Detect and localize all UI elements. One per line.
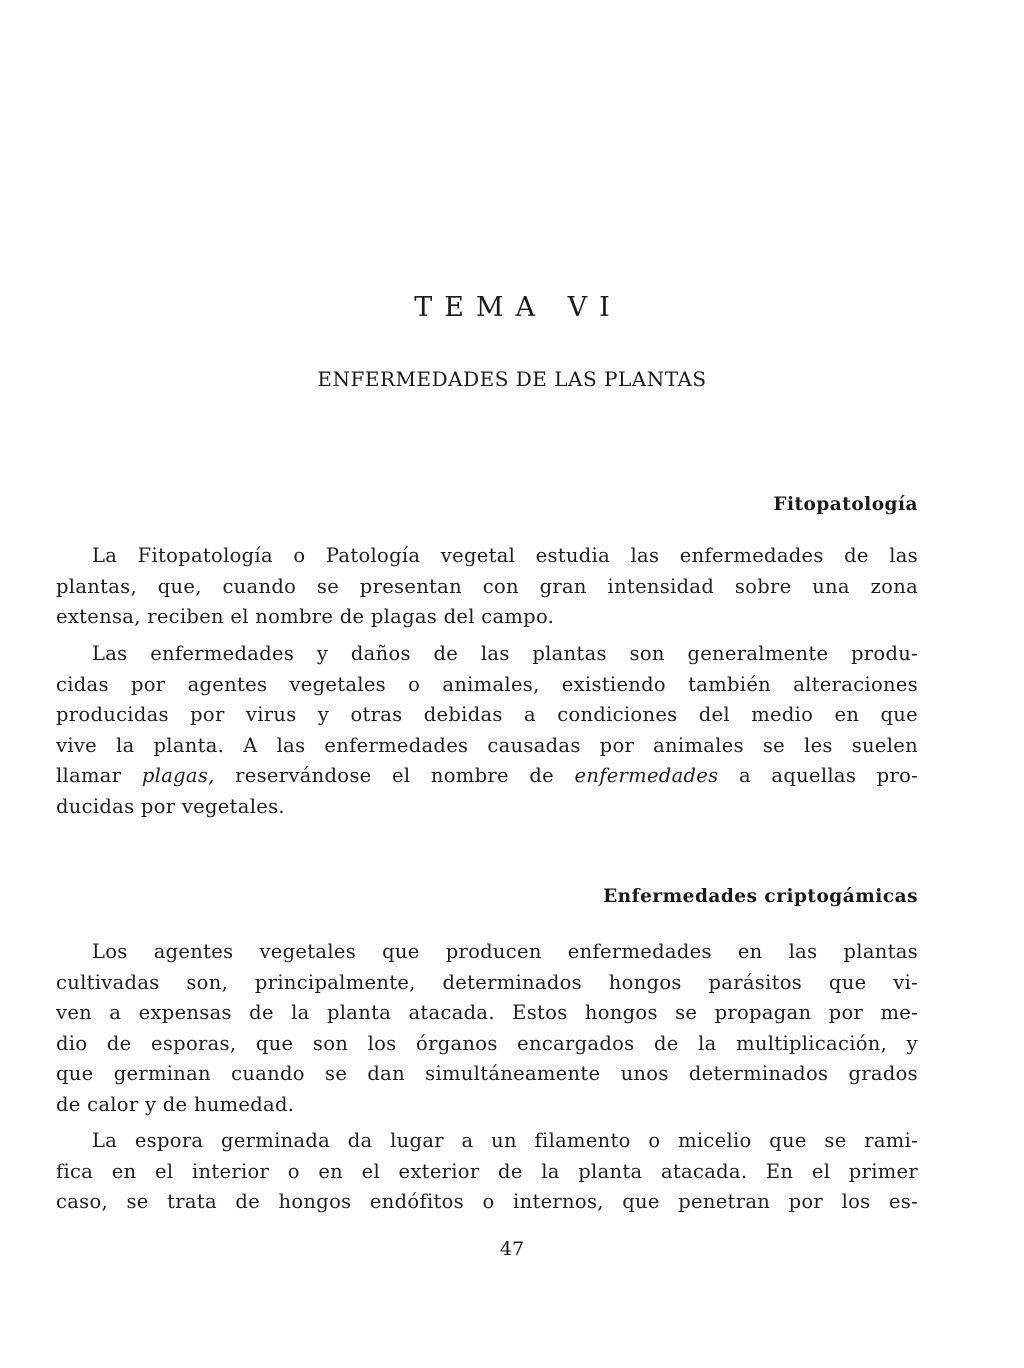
paragraph-agentes-vegetales (56, 937, 918, 1120)
text-segment: llamar (56, 764, 142, 787)
text-segment: reservándose el nombre de (214, 764, 575, 787)
text-line: Las enfermedades y daños de las plantas son generalmente produ- (92, 642, 918, 665)
text-line: que germinan cuando se dan simultáneamente unos determinados grados (56, 1062, 918, 1085)
text-line: cidas por agentes vegetales o animales, existiendo también alteraciones (56, 672, 918, 696)
text-line: Los agentes vegetales que producen enfermedades en las plantas (92, 940, 918, 963)
section-heading-fitopatologia: Fitopatología (773, 494, 918, 515)
paragraph-fitopatologia-intro (56, 541, 918, 633)
chapter-title: TEMA VI (414, 292, 622, 323)
text-line: plantas, que, cuando se presentan con gran intensidad sobre una zona (56, 574, 918, 598)
text-line: fica en el interior o en el exterior de la planta atacada. En el primer (56, 1159, 918, 1183)
text-segment: a aquellas pro- (718, 764, 918, 787)
text-line: producidas por virus y otras debidas a condiciones del medio en que (56, 703, 918, 726)
text-line: caso, se trata de hongos endófitos o internos, que penetran por los es- (56, 1190, 918, 1213)
text-line-with-emphasis (56, 761, 918, 792)
text-line: ducidas por vegetales. (56, 794, 285, 818)
emphasis-enfermedades: enfermedades (574, 764, 719, 787)
text-line: cultivadas son, principalmente, determinados hongos parásitos que vi- (56, 970, 918, 994)
emphasis-plagas: plagas, (141, 764, 215, 787)
text-line: ven a expensas de la planta atacada. Estos hongos se propagan por me- (56, 1001, 918, 1024)
text-line: La espora germinada da lugar a un filamento o micelio que se rami- (92, 1129, 918, 1152)
section-heading-enfermedades-criptogamicas: Enfermedades criptogámicas (603, 886, 918, 907)
paragraph-enfermedades-danos (56, 639, 918, 822)
paragraph-espora-germinada (56, 1126, 918, 1218)
text-line: La Fitopatología o Patología vegetal estudia las enfermedades de las (92, 544, 918, 567)
chapter-subtitle: ENFERMEDADES DE LAS PLANTAS (317, 367, 707, 391)
text-line: extensa, reciben el nombre de plagas del campo. (56, 605, 555, 628)
text-line: de calor y de humedad. (56, 1092, 295, 1116)
text-line: dio de esporas, que son los órganos encargados de la multiplicación, y (56, 1031, 918, 1055)
text-line: vive la planta. A las enfermedades causadas por animales se les suelen (56, 733, 918, 757)
page-number: 47 (499, 1238, 525, 1260)
